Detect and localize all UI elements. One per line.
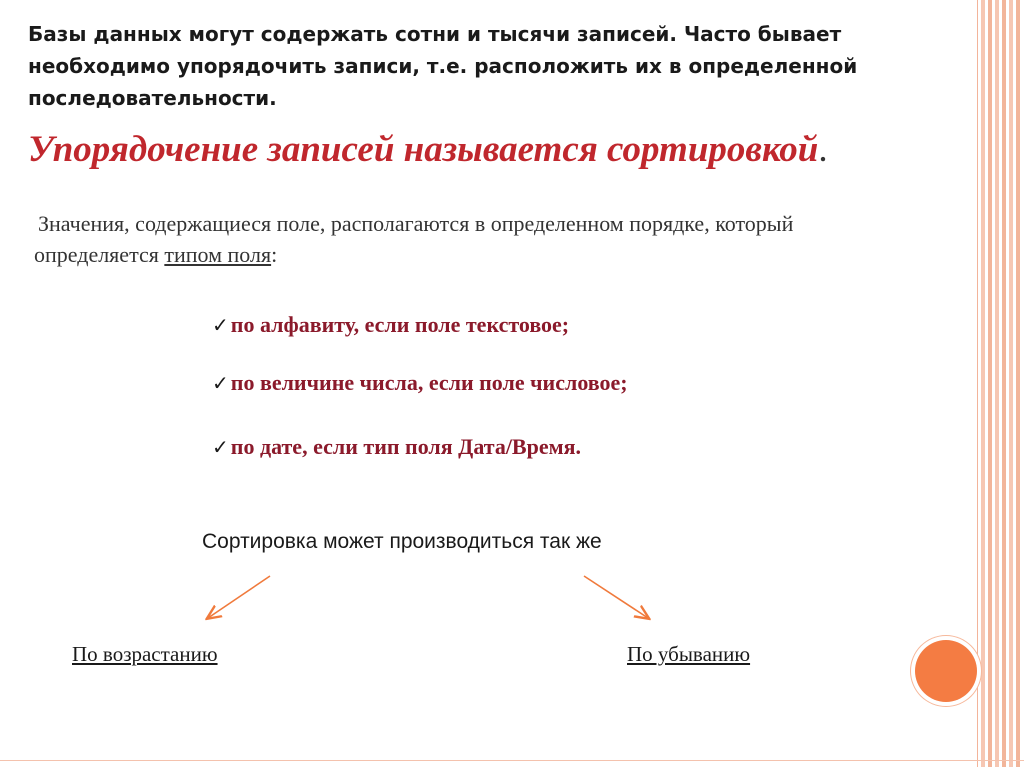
- heading-end-dot: .: [818, 129, 828, 170]
- rule-text: по дате, если тип поля Дата/Время.: [230, 434, 581, 459]
- arrow-icon: [584, 576, 648, 618]
- field-type-paragraph: [34, 208, 854, 270]
- decorative-circle: [915, 640, 977, 702]
- checkmark-icon: ✓: [212, 313, 229, 337]
- checkmark-icon: ✓: [212, 435, 229, 459]
- decorative-frame-stripes: [978, 0, 1024, 767]
- rule-text: по алфавиту, если поле текстовое;: [230, 312, 570, 337]
- rule-text: по величине числа, если поле числовое;: [230, 370, 628, 395]
- heading-text: Упорядочение записей называется сортировкой: [28, 129, 819, 170]
- slide-heading: [28, 128, 828, 171]
- descending-label: По убыванию: [627, 642, 751, 666]
- paragraph-before: Значения, содержащиеся поле, располагаются в определенном порядке, который определяется: [34, 211, 794, 267]
- rule-item: [212, 370, 628, 396]
- rule-item: [212, 312, 569, 338]
- checkmark-icon: ✓: [212, 371, 229, 395]
- intro-text: Базы данных могут содержать сотни и тысячи записей. Часто бывает необходимо упорядочить записи, т.е. расположить их в определенной последовательности.: [28, 22, 858, 110]
- ascending-label: По возрастанию: [72, 642, 218, 666]
- paragraph-after: :: [271, 242, 278, 267]
- paragraph-underlined-term: типом поля: [164, 242, 272, 267]
- rule-item: [212, 434, 581, 460]
- arrow-icon: [208, 576, 270, 618]
- sort-note: Сортировка может производиться так же: [202, 530, 602, 553]
- bottom-divider: [0, 760, 1024, 761]
